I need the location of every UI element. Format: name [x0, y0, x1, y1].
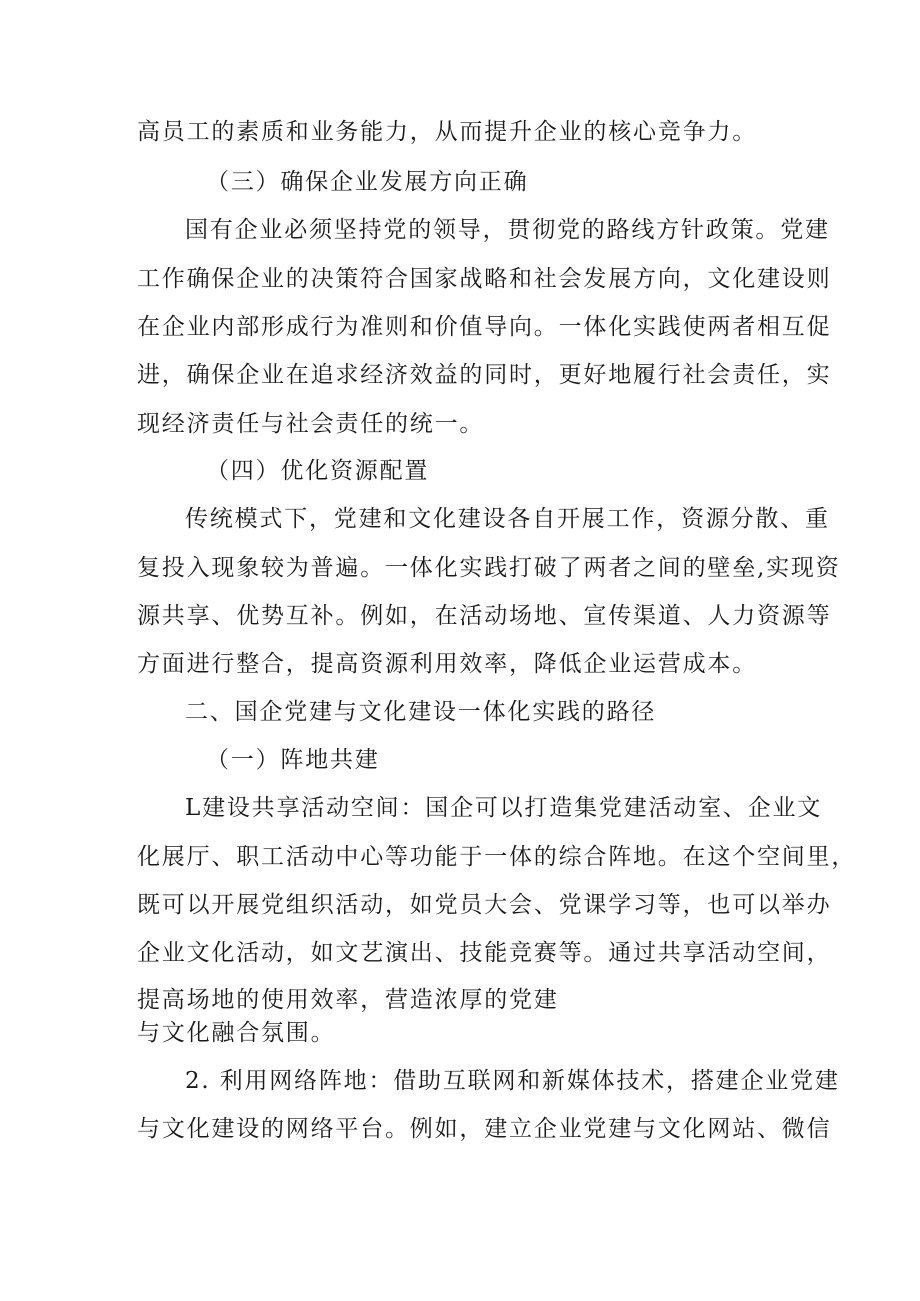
paragraph-line: 工作确保企业的决策符合国家战略和社会发展方向，文化建设则: [137, 266, 832, 292]
paragraph-line: 企业文化活动，如文艺演出、技能竞赛等。通过共享活动空间，: [137, 940, 832, 966]
section-heading-3: （三）确保企业发展方向正确: [206, 169, 529, 195]
paragraph-line: 化展厅、职工活动中心等功能于一体的综合阵地。在这个空间里，: [137, 844, 857, 870]
paragraph-line: L建设共享活动空间：国企可以打造集党建活动室、企业文: [185, 795, 823, 821]
paragraph-line: 在企业内部形成行为准则和价值导向。一体化实践使两者相互促: [137, 314, 832, 340]
paragraph-line: 复投入现象较为普遍。一体化实践打破了两者之间的壁垒,实现资: [137, 555, 841, 581]
paragraph-line: 与文化融合氛围。: [137, 1020, 336, 1046]
paragraph-line: 方面进行整合，提高资源利用效率，降低企业运营成本。: [137, 651, 757, 677]
paragraph-line: 国有企业必须坚持党的领导，贯彻党的路线方针政策。党建: [185, 217, 830, 243]
paragraph-line: 与文化建设的网络平台。例如，建立企业党建与文化网站、微信: [137, 1116, 832, 1142]
chapter-heading-2: 二、国企党建与文化建设一体化实践的路径: [185, 699, 657, 725]
paragraph-line: 既可以开展党组织活动，如党员大会、党课学习等，也可以举办: [137, 892, 832, 918]
section-heading-1: （一）阵地共建: [206, 747, 380, 773]
paragraph-line: 传统模式下，党建和文化建设各自开展工作，资源分散、重: [185, 506, 830, 532]
paragraph-line: 2. 利用网络阵地：借助互联网和新媒体技术，搭建企业党建: [185, 1068, 840, 1094]
paragraph-line: 高员工的素质和业务能力，从而提升企业的核心竞争力。: [137, 119, 757, 145]
paragraph-line: 进，确保企业在追求经济效益的同时，更好地履行社会责任，实: [137, 362, 832, 388]
paragraph-line: 现经济责任与社会责任的统一。: [137, 411, 485, 437]
paragraph-line: 提高场地的使用效率，营造浓厚的党建: [137, 987, 559, 1013]
section-heading-4: （四）优化资源配置: [206, 458, 430, 484]
paragraph-line: 源共享、优势互补。例如，在活动场地、宣传渠道、人力资源等: [137, 603, 832, 629]
